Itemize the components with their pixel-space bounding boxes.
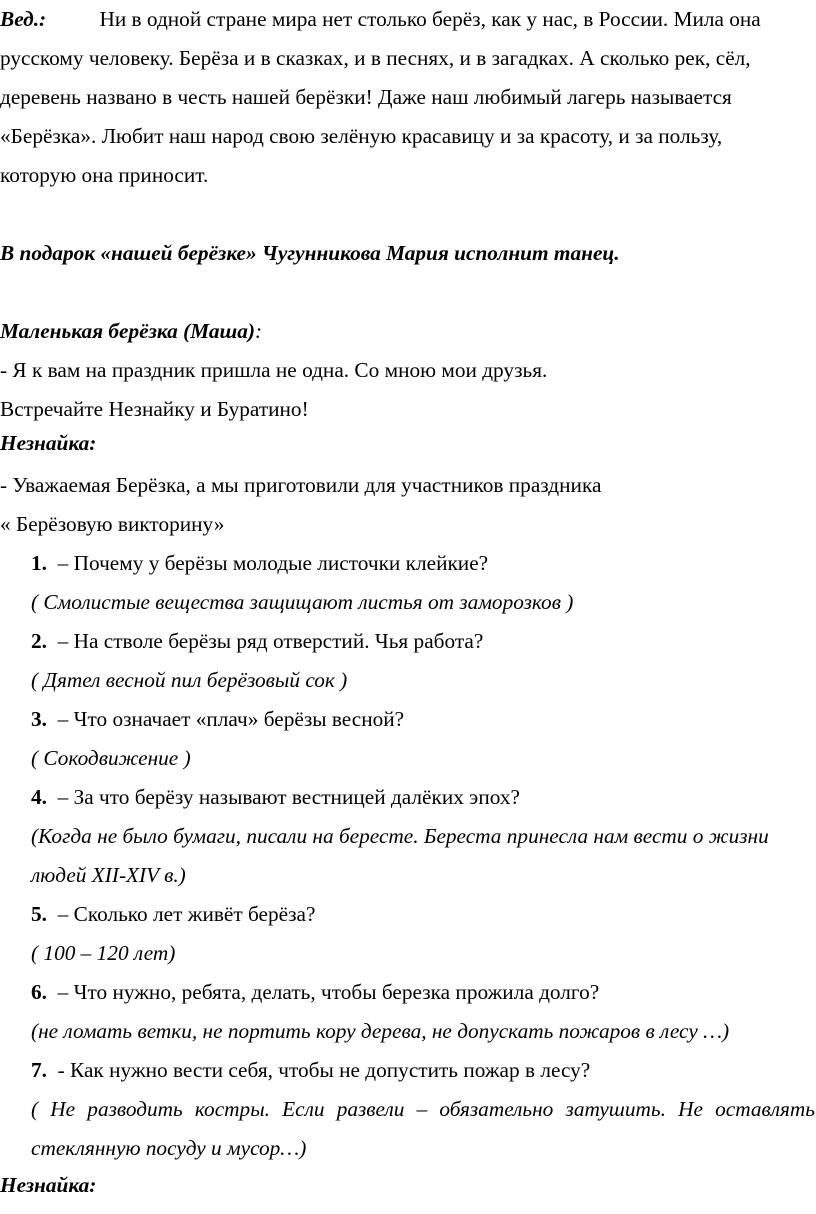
question-text: – На стволе берёзы ряд отверстий. Чья работа? — [57, 629, 484, 653]
quiz-question — [31, 901, 315, 927]
quiz-answer: стеклянную посуду и мусор…) — [31, 1136, 307, 1160]
intro-line-4: «Берёзка». Любит наш народ свою зелёную красавицу и за красоту, и за пользу, — [0, 124, 723, 148]
neznayka-line-2: « Берёзовую викторину» — [0, 512, 225, 536]
question-number: 2. — [31, 629, 47, 653]
question-number: 5. — [31, 902, 47, 926]
question-number: 1. — [31, 551, 47, 575]
question-number: 6. — [31, 980, 47, 1004]
question-number: 4. — [31, 785, 47, 809]
speaker-label: Незнайка: — [0, 431, 97, 455]
question-text: – Почему у берёзы молодые листочки клейкие? — [57, 551, 489, 575]
speaker-label: Маленькая берёзка (Маша) — [0, 319, 256, 343]
intro-text: Ни в одной стране мира нет столько берёз, как у нас, в России. Мила она — [99, 7, 761, 31]
quiz-answer: ( Смолистые вещества защищают листья от заморозков ) — [31, 590, 574, 614]
quiz-answer: (Когда не было бумаги, писали на бересте. Береста принесла нам вести о жизни — [31, 824, 769, 848]
intro-line-2: русскому человеку. Берёза и в сказках, и в песнях, и в загадках. А сколько рек, сёл, — [0, 46, 751, 70]
question-text: - Как нужно вести себя, чтобы не допустить пожар в лесу? — [57, 1058, 591, 1082]
quiz-answer: людей XII-XIV в.) — [31, 863, 186, 887]
quiz-question — [31, 979, 599, 1005]
intro-line-5: которую она приносит. — [0, 163, 209, 187]
dance-note: В подарок «нашей берёзке» Чугунникова Мария исполнит танец. — [0, 241, 620, 265]
speaker-colon: : — [255, 319, 263, 343]
quiz-answer: ( 100 – 120 лет) — [31, 941, 176, 965]
speaker-label: Незнайка: — [0, 1173, 97, 1197]
intro-line-3: деревень названо в честь нашей берёзки! Даже наш любимый лагерь называется — [0, 85, 732, 109]
birch-speaker-line — [0, 318, 262, 344]
question-number: 3. — [31, 707, 47, 731]
birch-line-2: Встречайте Незнайку и Буратино! — [0, 397, 309, 421]
intro-line-1 — [0, 6, 761, 32]
birch-line-1: - Я к вам на праздник пришла не одна. Со мною мои друзья. — [0, 358, 548, 382]
quiz-question — [31, 706, 404, 732]
quiz-question — [31, 784, 520, 810]
neznayka-line-1: - Уважаемая Берёзка, а мы приготовили для участников праздника — [0, 473, 602, 497]
question-text: – За что берёзу называют вестницей далёких эпох? — [57, 785, 520, 809]
question-number: 7. — [31, 1058, 47, 1082]
quiz-question — [31, 628, 483, 654]
quiz-answer: ( Дятел весной пил берёзовый сок ) — [31, 668, 348, 692]
quiz-answer: (не ломать ветки, не портить кору дерева, не допускать пожаров в лесу …) — [31, 1019, 730, 1043]
quiz-answer: ( Сокодвижение ) — [31, 746, 191, 770]
quiz-answer: ( Не разводить костры. Если развели – обязательно затушить. Не оставлять — [31, 1097, 815, 1121]
speaker-label: Вед.: — [0, 7, 47, 31]
quiz-question — [31, 1057, 590, 1083]
question-text: – Что нужно, ребята, делать, чтобы березка прожила долго? — [57, 980, 600, 1004]
question-text: – Сколько лет живёт берёза? — [57, 902, 316, 926]
quiz-question — [31, 550, 488, 576]
question-text: – Что означает «плач» берёзы весной? — [57, 707, 405, 731]
